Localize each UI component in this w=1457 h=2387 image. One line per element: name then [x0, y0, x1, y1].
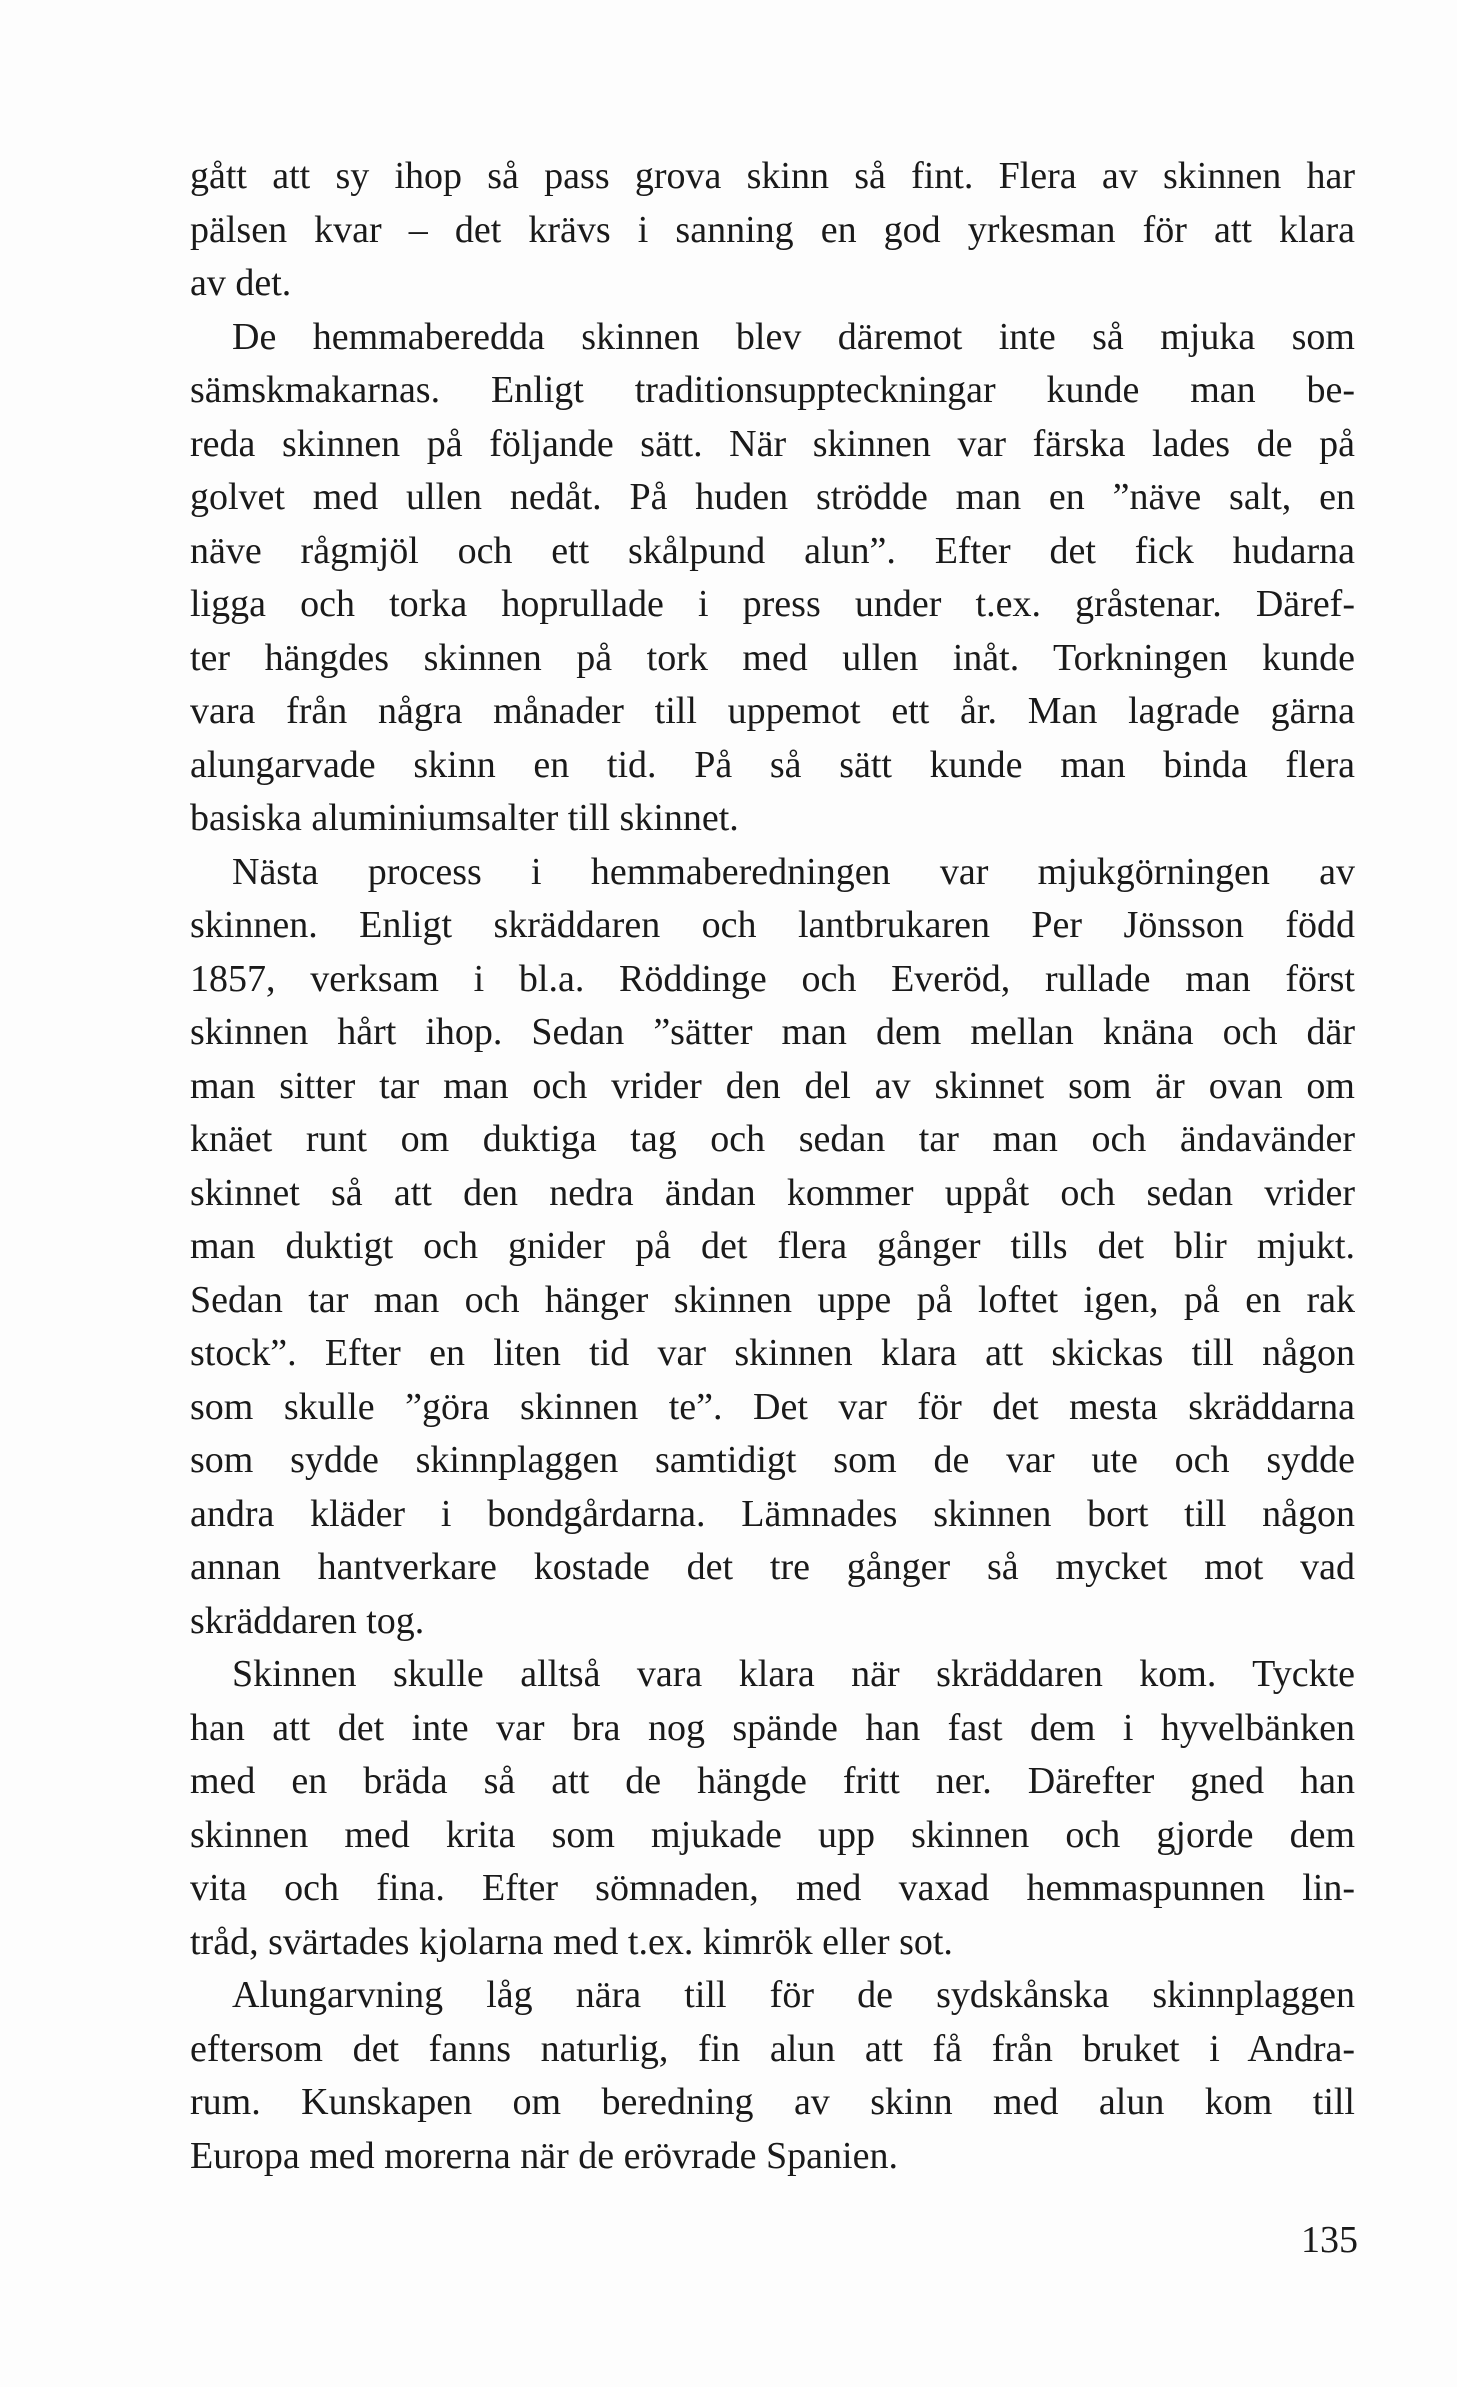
text-line: ligga och torka hoprullade i press under t.ex. gråstenar. Däref-: [190, 583, 1355, 625]
text-line: vita och fina. Efter sömnaden, med vaxad hemmaspunnen lin-: [190, 1867, 1355, 1909]
text-line: andra kläder i bondgårdarna. Lämnades skinnen bort till någon: [190, 1492, 1355, 1535]
text-line: som skulle ”göra skinnen te”. Det var för det mesta skräddarna: [190, 1385, 1355, 1428]
text-line: 1857, verksam i bl.a. Röddinge och Everöd, rullade man först: [190, 957, 1355, 1000]
text-line: med en bräda så att de hängde fritt ner. Därefter gned han: [190, 1760, 1355, 1802]
text-line: ter hängdes skinnen på tork med ullen inåt. Torkningen kunde: [190, 636, 1355, 679]
text-line: stock”. Efter en liten tid var skinnen klara att skickas till någon: [190, 1332, 1355, 1374]
page-number: 135: [1301, 2219, 1358, 2261]
text-line: skräddaren tog.: [190, 1599, 425, 1642]
text-line: Sedan tar man och hänger skinnen uppe på loftet igen, på en rak: [190, 1278, 1355, 1321]
text-line: tråd, svärtades kjolarna med t.ex. kimrök eller sot.: [190, 1920, 953, 1963]
text-line: alungarvade skinn en tid. På så sätt kunde man binda flera: [190, 743, 1355, 786]
text-line: Alungarvning låg nära till för de sydskånska skinnplaggen: [232, 1974, 1355, 2016]
text-line: av det.: [190, 262, 292, 304]
text-line: annan hantverkare kostade det tre gånger så mycket mot vad: [190, 1546, 1355, 1588]
text-line: näve rågmjöl och ett skålpund alun”. Efter det fick hudarna: [190, 529, 1355, 572]
text-line: han att det inte var bra nog spände han fast dem i hyvelbänken: [190, 1706, 1355, 1749]
text-line: man sitter tar man och vrider den del av skinnet som är ovan om: [190, 1064, 1355, 1107]
text-line: Europa med morerna när de erövrade Spanien.: [190, 2134, 898, 2177]
body-text: [190, 150, 1355, 2183]
text-line: som sydde skinnplaggen samtidigt som de var ute och sydde: [190, 1439, 1355, 1481]
text-line: vara från några månader till uppemot ett år. Man lagrade gärna: [190, 690, 1355, 732]
text-line: De hemmaberedda skinnen blev däremot inte så mjuka som: [232, 315, 1355, 358]
text-line: Nästa process i hemmaberedningen var mjukgörningen av: [232, 850, 1355, 893]
text-line: skinnet så att den nedra ändan kommer uppåt och sedan vrider: [190, 1171, 1355, 1214]
text-line: eftersom det fanns naturlig, fin alun att få från bruket i Andra-: [190, 2027, 1355, 2070]
text-line: skinnen hårt ihop. Sedan ”sätter man dem mellan knäna och där: [190, 1011, 1355, 1053]
text-line: basiska aluminiumsalter till skinnet.: [190, 797, 739, 839]
text-line: skinnen. Enligt skräddaren och lantbrukaren Per Jönsson född: [190, 904, 1355, 946]
text-line: man duktigt och gnider på det flera gånger tills det blir mjukt.: [190, 1225, 1355, 1267]
text-line: reda skinnen på följande sätt. När skinnen var färska lades de på: [190, 422, 1355, 465]
text-line: pälsen kvar – det krävs i sanning en god yrkesman för att klara: [190, 208, 1355, 251]
text-line: sämskmakarnas. Enligt traditionsuppteckningar kunde man be-: [190, 369, 1355, 411]
text-line: knäet runt om duktiga tag och sedan tar man och ändavänder: [190, 1118, 1355, 1160]
text-line: skinnen med krita som mjukade upp skinnen och gjorde dem: [190, 1813, 1355, 1856]
text-line: golvet med ullen nedåt. På huden strödde man en ”näve salt, en: [190, 476, 1355, 518]
text-line: rum. Kunskapen om beredning av skinn med alun kom till: [190, 2081, 1355, 2123]
text-line: gått att sy ihop så pass grova skinn så fint. Flera av skinnen har: [190, 155, 1355, 197]
text-line: Skinnen skulle alltså vara klara när skräddaren kom. Tyckte: [232, 1653, 1355, 1695]
